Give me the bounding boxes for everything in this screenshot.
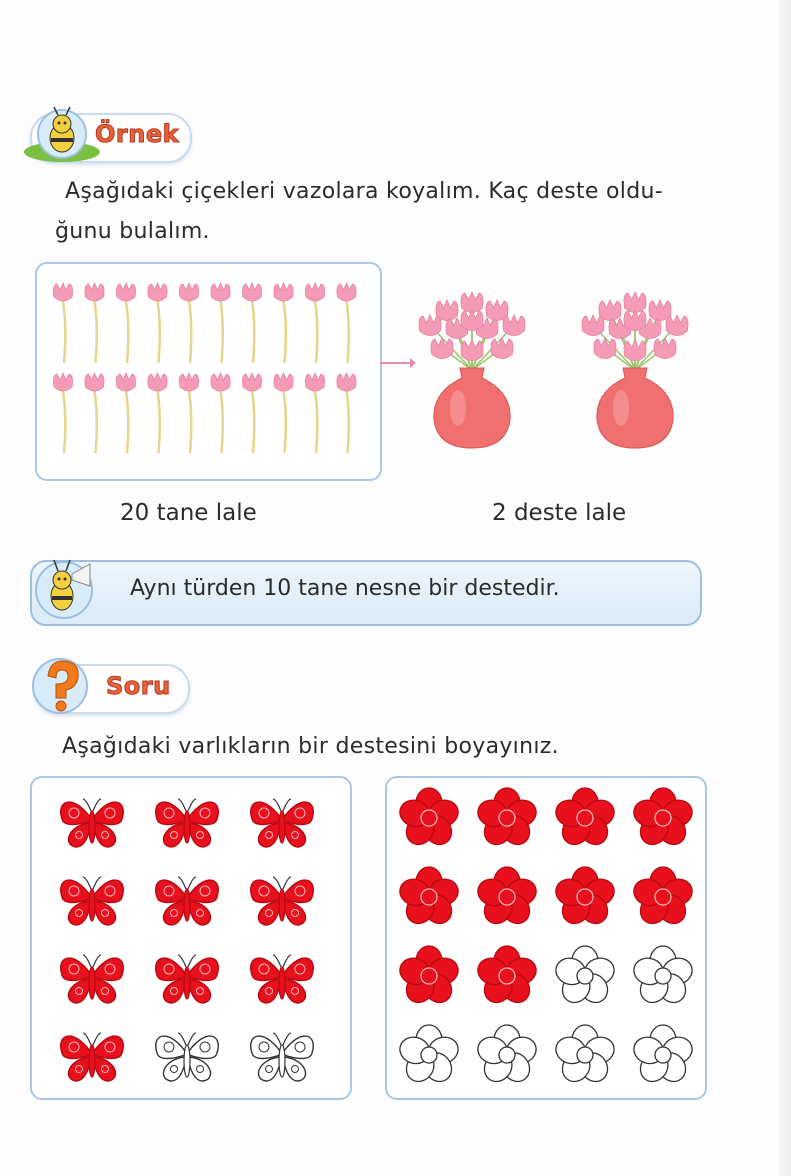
- flower-icon: [396, 1025, 461, 1087]
- flower-icon: [552, 1025, 617, 1087]
- flower-icon: [630, 788, 695, 850]
- vase-bouquet: [402, 280, 542, 450]
- butterfly-grid: [30, 776, 350, 1096]
- tulip: [242, 283, 261, 363]
- tulip: [337, 283, 356, 363]
- info-text: Aynı türden 10 tane nesne bir destedir.: [130, 576, 560, 601]
- tulip: [179, 283, 198, 363]
- tulip: [503, 315, 525, 336]
- tulip: [419, 315, 441, 336]
- flower-icon: [396, 946, 461, 1008]
- caption-bunch-count: 2 deste lale: [492, 500, 627, 526]
- tulip: [179, 373, 198, 453]
- butterfly-icon: [156, 955, 219, 1003]
- butterfly-icon: [251, 799, 314, 847]
- vase: [597, 368, 673, 448]
- caption-tulip-count: 20 tane lale: [120, 500, 257, 526]
- butterfly-icon: [156, 877, 219, 925]
- tulip: [582, 315, 604, 336]
- tulip: [305, 283, 324, 363]
- example-title: Örnek: [95, 120, 180, 148]
- tulip: [305, 373, 324, 453]
- example-instruction-line1: Aşağıdaki çiçekleri vazolara koyalım. Kaç deste oldu-: [65, 179, 663, 204]
- question-title: Soru: [106, 672, 171, 700]
- tulip: [654, 338, 676, 359]
- bee-mascot-icon: [20, 100, 100, 170]
- question-mark-icon: [28, 652, 98, 718]
- butterfly-icon: [61, 799, 124, 847]
- tulip: [461, 340, 483, 361]
- vase: [434, 368, 510, 448]
- tulip: [85, 373, 104, 453]
- butterfly-icon: [61, 955, 124, 1003]
- flower-icon: [474, 867, 539, 929]
- tulip: [624, 310, 646, 331]
- butterfly-icon: [251, 1033, 314, 1081]
- tulip: [431, 338, 453, 359]
- flower-icon: [474, 788, 539, 850]
- flower-grid: [385, 776, 705, 1096]
- tulip: [274, 373, 293, 453]
- butterfly-icon: [61, 877, 124, 925]
- flower-icon: [552, 867, 617, 929]
- flower-icon: [474, 946, 539, 1008]
- flower-icon: [630, 867, 695, 929]
- flower-icon: [630, 1025, 695, 1087]
- bee-megaphone-icon: [30, 552, 100, 622]
- tulip: [491, 338, 513, 359]
- example-instruction-line2: ğunu bulalım.: [55, 219, 210, 244]
- butterfly-icon: [251, 877, 314, 925]
- tulip: [594, 338, 616, 359]
- tulip: [116, 283, 135, 363]
- tulip: [211, 283, 230, 363]
- tulip: [85, 283, 104, 363]
- tulip: [116, 373, 135, 453]
- tulip: [666, 315, 688, 336]
- tulip: [274, 283, 293, 363]
- tulip: [624, 340, 646, 361]
- tulip: [242, 373, 261, 453]
- tulip: [461, 310, 483, 331]
- tulip-grid: [35, 262, 380, 477]
- butterfly-icon: [156, 1033, 219, 1081]
- tulip: [148, 373, 167, 453]
- butterfly-icon: [61, 1033, 124, 1081]
- flower-icon: [552, 946, 617, 1008]
- tulip: [337, 373, 356, 453]
- butterfly-icon: [156, 799, 219, 847]
- butterfly-icon: [251, 955, 314, 1003]
- tulip: [148, 283, 167, 363]
- tulip: [53, 283, 72, 363]
- question-instruction: Aşağıdaki varlıkların bir destesini boyayınız.: [62, 734, 559, 759]
- flower-icon: [396, 788, 461, 850]
- flower-icon: [474, 1025, 539, 1087]
- flower-icon: [630, 946, 695, 1008]
- vase-bouquet: [565, 280, 705, 450]
- flower-icon: [396, 867, 461, 929]
- flower-icon: [552, 788, 617, 850]
- page-edge: [779, 0, 791, 1176]
- tulip: [53, 373, 72, 453]
- tulip: [211, 373, 230, 453]
